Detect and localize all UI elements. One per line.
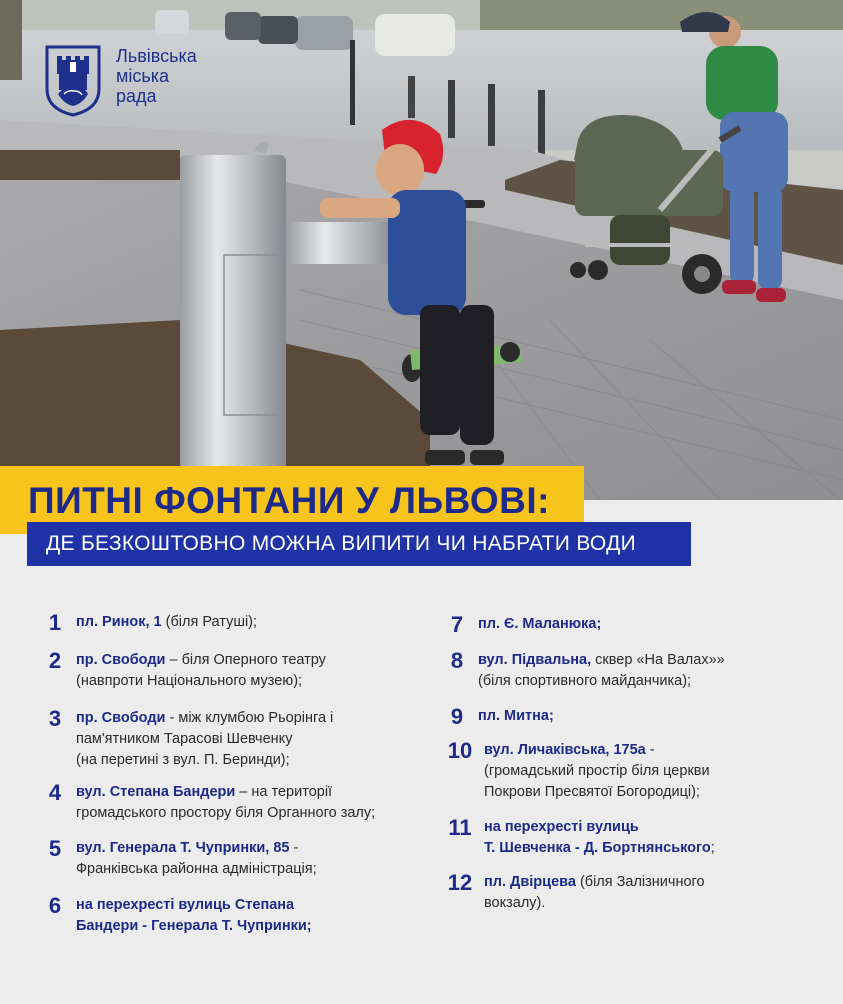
logo-line-2: міська [116, 66, 170, 86]
item-text [76, 612, 257, 636]
item-address: на перехресті вулиць [484, 819, 639, 835]
item-text [478, 706, 554, 730]
fountain-item [38, 893, 312, 937]
logo-line-3: рада [116, 86, 157, 106]
item-address: вул. Генерала Т. Чупринки, 85 [76, 840, 290, 856]
item-detail-line: (навпроти Національного музею); [76, 673, 303, 689]
item-detail-line: (біля спортивного майданчика); [478, 673, 692, 689]
fountain-item [38, 648, 326, 692]
fountain-item [440, 870, 705, 914]
item-number: 11 [448, 815, 472, 840]
item-number: 3 [48, 706, 62, 731]
item-text [76, 782, 375, 824]
page-title: ПИТНІ ФОНТАНИ У ЛЬВОВІ: [28, 480, 550, 521]
item-address-cont: Т. Шевченка - Д. Бортнянського [484, 840, 711, 856]
item-detail-line: Покрови Пресвятої Богородиці); [484, 784, 700, 800]
item-detail: (біля Ратуші); [161, 614, 258, 630]
logo-line-1: Львівська [116, 46, 197, 66]
item-text [76, 708, 333, 771]
item-detail: - [289, 840, 299, 856]
item-text [76, 895, 312, 937]
fountain-item [440, 815, 715, 859]
item-address: пр. Свободи [76, 652, 166, 668]
item-detail-line: громадського простору біля Органного залу; [76, 805, 376, 821]
item-address: пл. Є. Маланюка; [478, 616, 602, 632]
fountain-item [440, 738, 710, 803]
item-detail: – на території [235, 784, 333, 800]
item-number: 5 [48, 836, 62, 861]
fountain-item [38, 780, 375, 824]
item-number: 2 [48, 648, 62, 673]
fountain-item [38, 836, 317, 880]
item-detail: сквер «На Валах»» [591, 652, 725, 668]
item-number: 4 [48, 780, 62, 805]
item-text [76, 838, 317, 880]
item-address: вул. Степана Бандери [76, 784, 236, 800]
item-text [484, 872, 705, 914]
item-number: 9 [450, 704, 464, 729]
item-detail-line: вокзалу). [484, 895, 546, 911]
item-detail-line: Франківська районна адміністрація; [76, 861, 317, 877]
item-detail: (біля Залізничного [575, 874, 705, 890]
fountain-item [38, 706, 333, 771]
item-number: 6 [48, 893, 62, 918]
logo [44, 44, 197, 118]
item-text [76, 650, 326, 692]
lviv-coat-of-arms-icon [44, 44, 102, 118]
item-detail-line: (на перетині з вул. П. Беринди); [76, 752, 290, 768]
item-address: вул. Личаківська, 175а [484, 742, 646, 758]
item-number: 7 [450, 612, 464, 637]
item-address: пл. Митна; [478, 708, 554, 724]
item-address: вул. Підвальна, [478, 652, 592, 668]
item-address: пл. Ринок, 1 [76, 614, 162, 630]
item-detail: - між клумбою Рьорінга і [165, 710, 334, 726]
item-detail-line: пам'ятником Тарасові Шевченку [76, 731, 293, 747]
fountain-item [38, 610, 257, 636]
item-text [478, 650, 725, 692]
item-number: 10 [447, 738, 473, 763]
item-detail: – біля Оперного театру [165, 652, 326, 668]
fountain-item [440, 612, 601, 638]
item-detail: - [645, 742, 655, 758]
fountain-item [440, 648, 725, 692]
item-text: на перехресті вулиць Т. Шевченка - Д. Бортнянського; [484, 819, 715, 856]
item-address: пл. Двірцева [484, 874, 576, 890]
fountain-item [440, 704, 554, 730]
item-detail-line: (громадський простір біля церкви [484, 763, 710, 779]
item-number: 1 [48, 610, 62, 635]
item-number: 12 [447, 870, 473, 895]
item-address-cont: Бандери - Генерала Т. Чупринки; [76, 918, 312, 934]
logo-text [116, 46, 197, 106]
item-address: на перехресті вулиць Степана [76, 897, 295, 913]
page-subtitle: ДЕ БЕЗКОШТОВНО МОЖНА ВИПИТИ ЧИ НАБРАТИ ВОДИ [46, 532, 637, 555]
item-number: 8 [450, 648, 464, 673]
item-text [484, 740, 710, 803]
item-address: пр. Свободи [76, 710, 166, 726]
item-text [478, 614, 601, 638]
